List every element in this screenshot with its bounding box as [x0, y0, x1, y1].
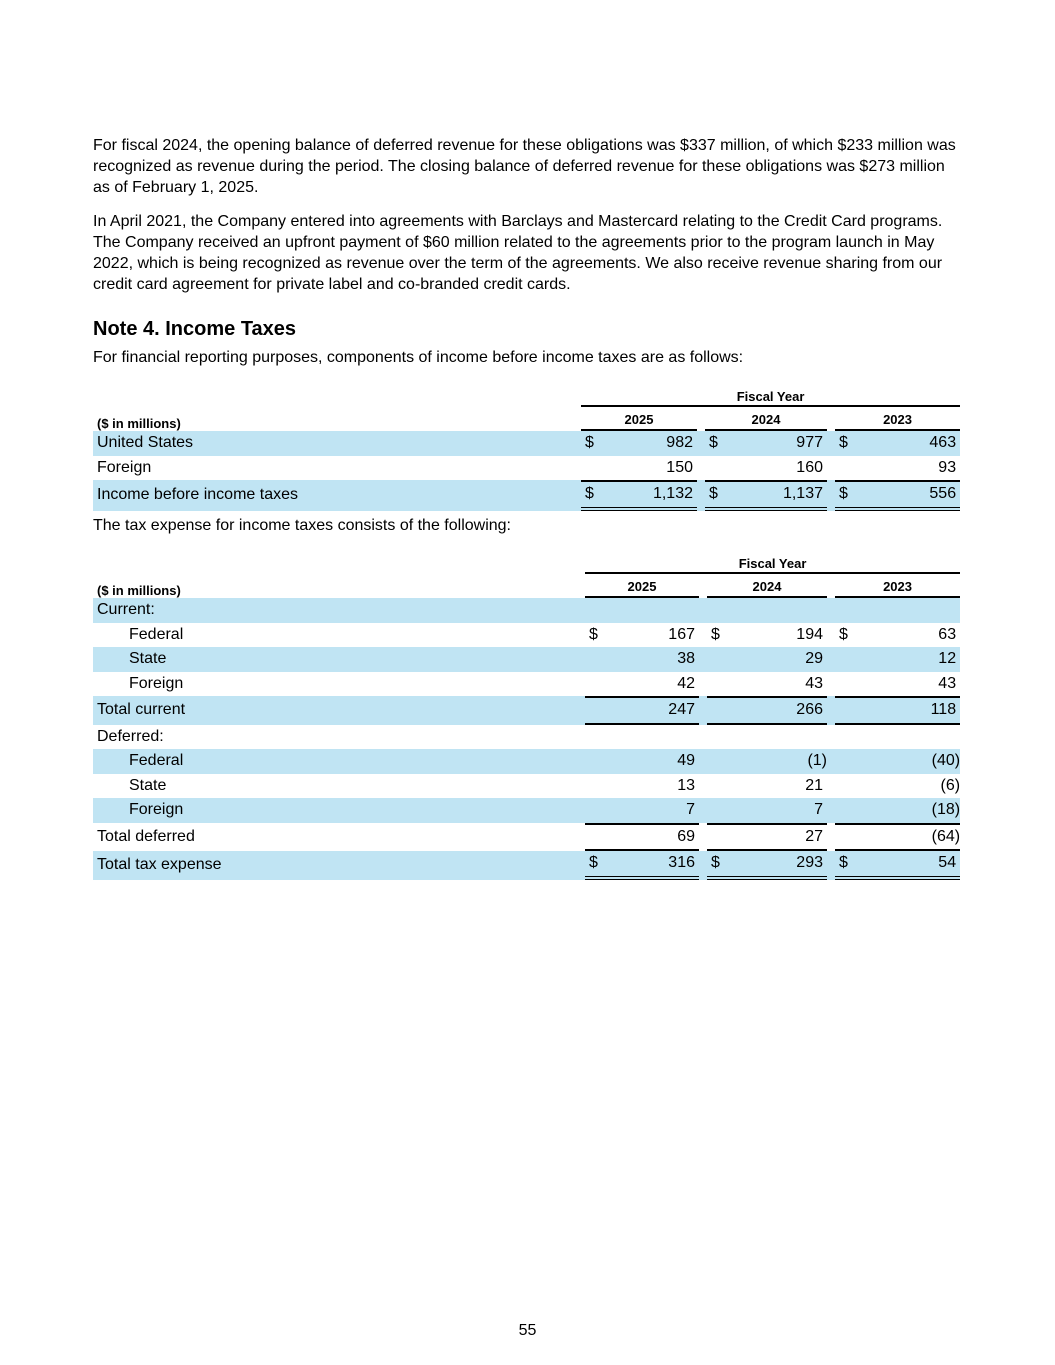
paragraph-credit-card: In April 2021, the Company entered into agreements with Barclays and Mastercard relating to the Credit Card programs. The Company received an upfront payment of $60 million related to the agreements prior to the program launch in May 2022, which is being recognized as revenue over the term of the agreements. We also receive revenue sharing from our credit card agreement for private label and co-branded credit cards.	[93, 213, 943, 293]
table-row: Federal $ 167 $ 194 $ 63	[129, 625, 957, 643]
tax-expense-table	[93, 549, 960, 880]
table-row: State 38 29 12	[93, 647, 960, 672]
table-row: Foreign 150 160 93	[97, 458, 957, 476]
year-header: 2023	[835, 407, 960, 432]
table-row: Foreign 42 43 43	[129, 674, 957, 692]
section-heading: Note 4. Income Taxes	[93, 318, 297, 340]
year-header: 2025	[581, 407, 697, 432]
fiscal-year-header: Fiscal Year	[581, 382, 960, 407]
table-row-total: Total tax expense $ 316 $ 293 $ 54	[93, 851, 960, 880]
table-row: Federal 49 (1) (40)	[93, 749, 960, 774]
year-header: 2023	[835, 574, 960, 599]
table-row: United States $ 982 $ 977 $ 463	[93, 431, 960, 456]
page-number: 55	[518, 1322, 537, 1339]
income-before-taxes-table	[93, 382, 960, 511]
year-header: 2024	[707, 574, 827, 599]
year-header: 2025	[585, 574, 699, 599]
unit-label: ($ in millions)	[97, 583, 181, 598]
table1-intro: For financial reporting purposes, components of income before income taxes are as follows:	[93, 349, 744, 366]
paragraph-deferred-revenue: For fiscal 2024, the opening balance of deferred revenue for these obligations was $337 million, of which $233 million was recognized as revenue during the period. The closing balance of deferred revenue for these obligations was $273 million as of February 1, 2025.	[93, 137, 956, 196]
table-row-total: Income before income taxes $ 1,132 $ 1,137 $ 556	[93, 480, 960, 511]
table-row: State 13 21 (6)	[129, 776, 961, 794]
table-row-section: Current:	[93, 598, 960, 623]
unit-label: ($ in millions)	[97, 416, 181, 431]
table2-intro: The tax expense for income taxes consists of the following:	[93, 517, 511, 534]
fiscal-year-header: Fiscal Year	[585, 549, 960, 574]
table-row: Foreign 7 7 (18)	[93, 798, 960, 823]
year-header: 2024	[705, 407, 827, 432]
table-row-section: Deferred:	[97, 727, 164, 745]
table-row-subtotal: Total deferred 69 27 (64)	[93, 823, 960, 852]
table-row-subtotal: Total current 247 266 118	[93, 696, 960, 725]
